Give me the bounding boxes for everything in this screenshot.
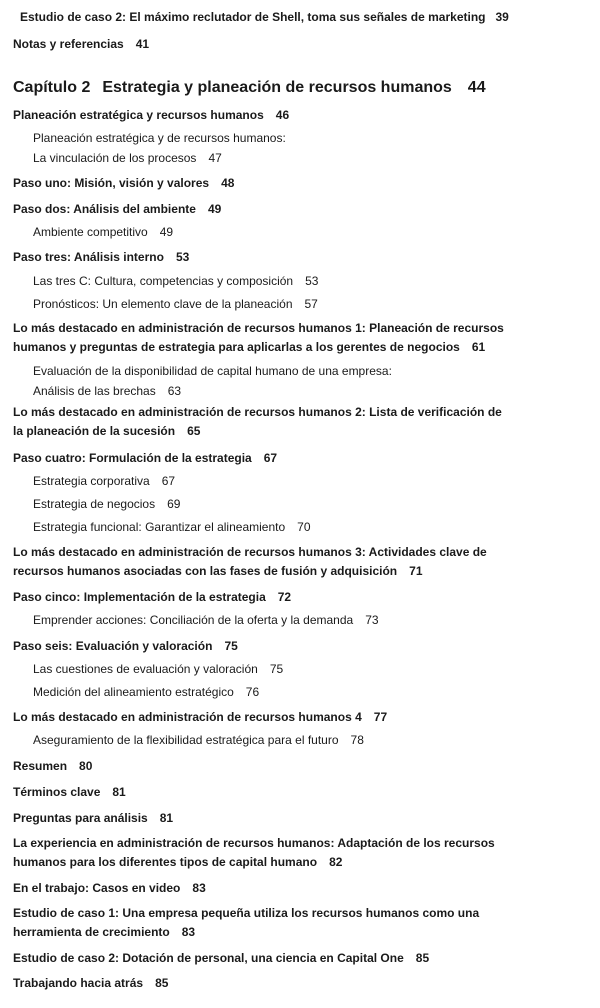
toc-page-number: 49 bbox=[159, 225, 174, 239]
toc-entry-title: Paso seis: Evaluación y valoración bbox=[13, 639, 213, 653]
toc-subentry[interactable] bbox=[33, 275, 600, 295]
toc-subentry[interactable] bbox=[33, 498, 600, 518]
toc-page-number: 75 bbox=[224, 639, 238, 653]
toc-subentry[interactable] bbox=[33, 734, 600, 754]
toc-page-number: 61 bbox=[471, 340, 486, 354]
toc-entry[interactable] bbox=[13, 812, 600, 831]
toc-page-number: 39 bbox=[495, 10, 509, 24]
toc-entry-title: Paso cinco: Implementación de la estrategia bbox=[13, 590, 266, 604]
toc-entry-title-cont: Análisis de las brechas bbox=[33, 384, 156, 398]
toc-page-number: 47 bbox=[208, 151, 222, 165]
toc-page-number: 49 bbox=[207, 202, 222, 216]
toc-entry-title: Medición del alineamiento estratégico bbox=[33, 685, 234, 699]
toc-page-number: 80 bbox=[79, 759, 93, 773]
toc-page-number: 41 bbox=[135, 37, 150, 51]
toc-page-number: 82 bbox=[329, 855, 343, 869]
toc-page-number: 81 bbox=[112, 785, 126, 799]
toc-entry[interactable] bbox=[13, 837, 600, 875]
toc-entry-title-cont: La vinculación de los procesos bbox=[33, 151, 197, 165]
toc-entry-title-cont: la planeación de la sucesión bbox=[13, 424, 176, 438]
toc-entry-title: Lo más destacado en administración de recursos humanos 3: Actividades clave de bbox=[13, 545, 487, 559]
toc-entry[interactable] bbox=[13, 711, 600, 730]
toc-page-number: 63 bbox=[167, 384, 182, 398]
toc-page-number: 71 bbox=[409, 564, 423, 578]
toc-page-number: 83 bbox=[192, 881, 206, 895]
toc-subentry[interactable] bbox=[33, 365, 600, 405]
toc-entry-case-study-shell[interactable] bbox=[20, 11, 600, 23]
toc-entry-title: Emprender acciones: Conciliación de la oferta y la demanda bbox=[33, 613, 354, 627]
chapter-label: Capítulo 2 bbox=[13, 79, 91, 96]
toc-entry-title: Estrategia corporativa bbox=[33, 474, 150, 488]
toc-entry-title: Paso cuatro: Formulación de la estrategia bbox=[13, 451, 252, 465]
toc-entry-title: Trabajando hacia atrás bbox=[13, 976, 144, 990]
toc-entry-title: Planeación estratégica y recursos humanos bbox=[13, 108, 264, 122]
toc-page-number: 76 bbox=[245, 685, 260, 699]
chapter-page-number: 44 bbox=[467, 79, 486, 96]
toc-page-number: 53 bbox=[305, 274, 319, 288]
toc-entry-title: Estudio de caso 1: Una empresa pequeña utiliza los recursos humanos como una bbox=[13, 906, 480, 920]
toc-subentry[interactable] bbox=[33, 614, 600, 634]
toc-entry-title: Lo más destacado en administración de recursos humanos 4 bbox=[13, 710, 362, 724]
toc-entry-title: Las tres C: Cultura, competencias y composición bbox=[33, 274, 294, 288]
toc-entry[interactable] bbox=[13, 251, 600, 270]
toc-entry[interactable] bbox=[13, 203, 600, 222]
toc-entry[interactable] bbox=[13, 882, 600, 901]
toc-entry[interactable] bbox=[13, 177, 600, 196]
toc-entry[interactable] bbox=[13, 406, 600, 444]
toc-entry-title: Pronósticos: Un elemento clave de la planeación bbox=[33, 297, 293, 311]
toc-page-number: 53 bbox=[175, 250, 190, 264]
toc-entry[interactable] bbox=[13, 786, 600, 805]
toc-entry-title: Paso uno: Misión, visión y valores bbox=[13, 176, 210, 190]
toc-page-number: 72 bbox=[277, 590, 292, 604]
toc-subentry[interactable] bbox=[33, 686, 600, 706]
toc-page-number: 75 bbox=[269, 662, 284, 676]
toc-entry-title: Términos clave bbox=[13, 785, 101, 799]
toc-entry[interactable] bbox=[13, 640, 600, 659]
toc-entry-title-cont: recursos humanos asociadas con las fases de fusión y adquisición bbox=[13, 564, 398, 578]
toc-entry-title: Estudio de caso 2: El máximo reclutador de Shell, toma sus señales de marketing bbox=[20, 10, 486, 24]
toc-entry-title: Notas y referencias bbox=[13, 37, 124, 51]
toc-entry-title: Lo más destacado en administración de recursos humanos 2: Lista de verificación de bbox=[13, 405, 502, 419]
toc-entry[interactable] bbox=[13, 109, 600, 128]
toc-entry-title: Las cuestiones de evaluación y valoración bbox=[33, 662, 258, 676]
toc-subentry[interactable] bbox=[33, 521, 600, 541]
toc-page-number: 73 bbox=[365, 613, 379, 627]
toc-entry-title: Estrategia funcional: Garantizar el alineamiento bbox=[33, 520, 286, 534]
toc-entry-title: En el trabajo: Casos en video bbox=[13, 881, 181, 895]
toc-page-number: 78 bbox=[350, 733, 364, 747]
toc-entry[interactable] bbox=[13, 322, 600, 360]
toc-entry-title: Paso tres: Análisis interno bbox=[13, 250, 164, 264]
toc-page-number: 83 bbox=[181, 925, 196, 939]
toc-page-number: 67 bbox=[161, 474, 176, 488]
toc-entry-title-cont: herramienta de crecimiento bbox=[13, 925, 170, 939]
toc-subentry[interactable] bbox=[33, 132, 600, 172]
toc-page-number: 85 bbox=[155, 976, 169, 990]
toc-subentry[interactable] bbox=[33, 298, 600, 318]
toc-page-number: 70 bbox=[297, 520, 311, 534]
toc-entry-title: Planeación estratégica y de recursos humanos: bbox=[33, 131, 286, 145]
toc-page-number: 69 bbox=[167, 497, 181, 511]
chapter-heading[interactable] bbox=[13, 80, 600, 96]
toc-page-number: 48 bbox=[221, 176, 235, 190]
toc-entry-title: Resumen bbox=[13, 759, 68, 773]
toc-entry[interactable] bbox=[13, 907, 600, 945]
toc-subentry[interactable] bbox=[33, 475, 600, 495]
toc-entry[interactable] bbox=[13, 591, 600, 610]
toc-entry[interactable] bbox=[13, 952, 600, 971]
toc-page-number: 65 bbox=[187, 424, 201, 438]
toc-page-number: 77 bbox=[373, 710, 388, 724]
toc-entry-title: Evaluación de la disponibilidad de capital humano de una empresa: bbox=[33, 364, 392, 378]
toc-entry-title-cont: humanos para los diferentes tipos de capital humano bbox=[13, 855, 318, 869]
toc-entry[interactable] bbox=[13, 760, 600, 779]
toc-entry-notes-references[interactable] bbox=[13, 38, 600, 50]
toc-entry-title-cont: humanos y preguntas de estrategia para aplicarlas a los gerentes de negocios bbox=[13, 340, 460, 354]
toc-subentry[interactable] bbox=[33, 663, 600, 683]
toc-page-number: 57 bbox=[304, 297, 318, 311]
toc-entry-title: Ambiente competitivo bbox=[33, 225, 148, 239]
toc-entry-title: Aseguramiento de la flexibilidad estratégica para el futuro bbox=[33, 733, 339, 747]
toc-entry-title: Lo más destacado en administración de recursos humanos 1: Planeación de recursos bbox=[13, 321, 504, 335]
toc-entry-title: Estrategia de negocios bbox=[33, 497, 156, 511]
toc-subentry[interactable] bbox=[33, 226, 600, 246]
toc-page-number: 85 bbox=[415, 951, 430, 965]
toc-entry[interactable] bbox=[13, 977, 600, 996]
toc-page-number: 67 bbox=[263, 451, 278, 465]
toc-entry[interactable] bbox=[13, 546, 600, 584]
toc-entry-title: Paso dos: Análisis del ambiente bbox=[13, 202, 196, 216]
toc-page-number: 81 bbox=[159, 811, 174, 825]
toc-entry-title: Estudio de caso 2: Dotación de personal, una ciencia en Capital One bbox=[13, 951, 404, 965]
toc-entry-title: La experiencia en administración de recursos humanos: Adaptación de los recursos bbox=[13, 836, 495, 850]
toc-entry[interactable] bbox=[13, 452, 600, 471]
chapter-title: Estrategia y planeación de recursos humanos bbox=[102, 79, 452, 96]
toc-page-number: 46 bbox=[275, 108, 290, 122]
toc-entry-title: Preguntas para análisis bbox=[13, 811, 148, 825]
